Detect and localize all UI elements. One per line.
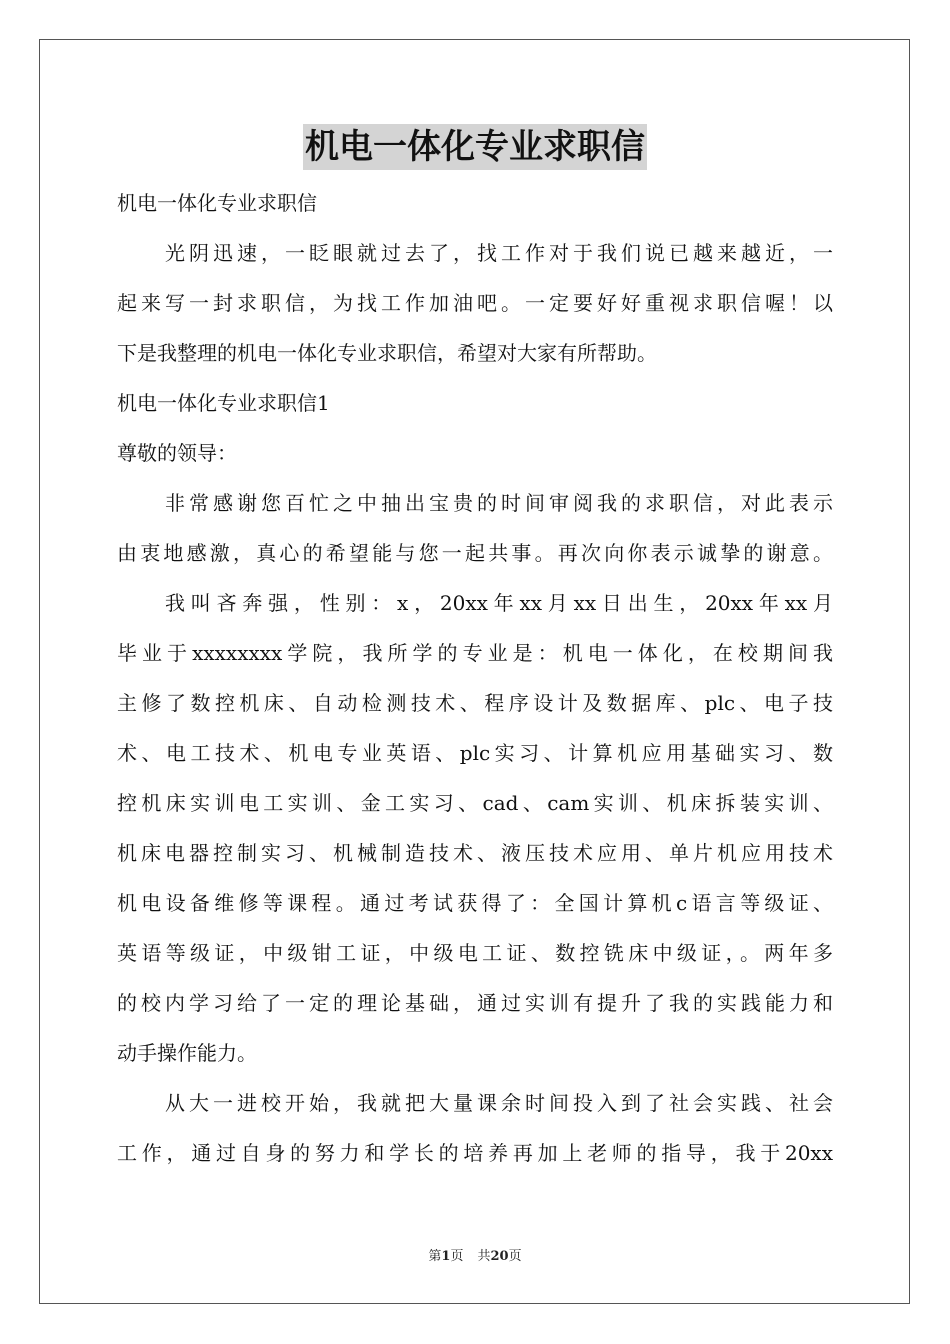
- body-line: 从大一进校开始，我就把大量课余时间投入到了社会实践、社会: [165, 1091, 833, 1115]
- page-number-current: 1: [441, 1249, 451, 1264]
- body-line: 机电设备维修等课程。通过考试获得了：全国计算机c语言等级证、: [117, 891, 833, 915]
- body-line: 光阴迅速，一眨眼就过去了，找工作对于我们说已越来越近，一: [165, 241, 833, 265]
- body-line: 非常感谢您百忙之中抽出宝贵的时间审阅我的求职信，对此表示: [165, 491, 833, 515]
- page-total-prefix: 共: [477, 1249, 491, 1264]
- body-line: 工作，通过自身的努力和学长的培养再加上老师的指导，我于20xx: [117, 1141, 833, 1165]
- body-line: 我叫吝奔强，性别：x，20xx年xx月xx日出生，20xx年xx月: [165, 591, 833, 615]
- body-line: 下是我整理的机电一体化专业求职信，希望对大家有所帮助。: [117, 341, 657, 365]
- title-container: [0, 124, 950, 170]
- body-line: 动手操作能力。: [117, 1041, 257, 1065]
- page-footer: [0, 1248, 950, 1266]
- body-line: 机电一体化专业求职信: [117, 191, 317, 215]
- body-line: 的校内学习给了一定的理论基础，通过实训有提升了我的实践能力和: [117, 991, 833, 1015]
- body-line: 控机床实训电工实训、金工实习、cad、cam实训、机床拆装实训、: [117, 791, 833, 815]
- body-line: 英语等级证，中级钳工证，中级电工证、数控铣床中级证，。两年多: [117, 941, 833, 965]
- body-line: 尊敬的领导：: [117, 441, 237, 465]
- page-total-suffix: 页: [508, 1249, 522, 1264]
- body-line: 主修了数控机床、自动检测技术、程序设计及数据库、plc、电子技: [117, 691, 833, 715]
- page-total-count: 20: [490, 1249, 509, 1264]
- body-line: 起来写一封求职信，为找工作加油吧。一定要好好重视求职信喔！以: [117, 291, 833, 315]
- body-line: 术、电工技术、机电专业英语、plc实习、计算机应用基础实习、数: [117, 741, 833, 765]
- body-line: 由衷地感激，真心的希望能与您一起共事。再次向你表示诚挚的谢意。: [117, 541, 833, 565]
- body-line: 毕业于xxxxxxxx学院，我所学的专业是：机电一体化，在校期间我: [117, 641, 833, 665]
- page-number-suffix: 页: [450, 1249, 464, 1264]
- document-title: 机电一体化专业求职信: [303, 124, 647, 170]
- body-line: 机电一体化专业求职信1: [117, 391, 330, 415]
- document-body: [117, 178, 833, 1178]
- body-line: 机床电器控制实习、机械制造技术、液压技术应用、单片机应用技术: [117, 841, 833, 865]
- page-number-prefix: 第: [428, 1249, 442, 1264]
